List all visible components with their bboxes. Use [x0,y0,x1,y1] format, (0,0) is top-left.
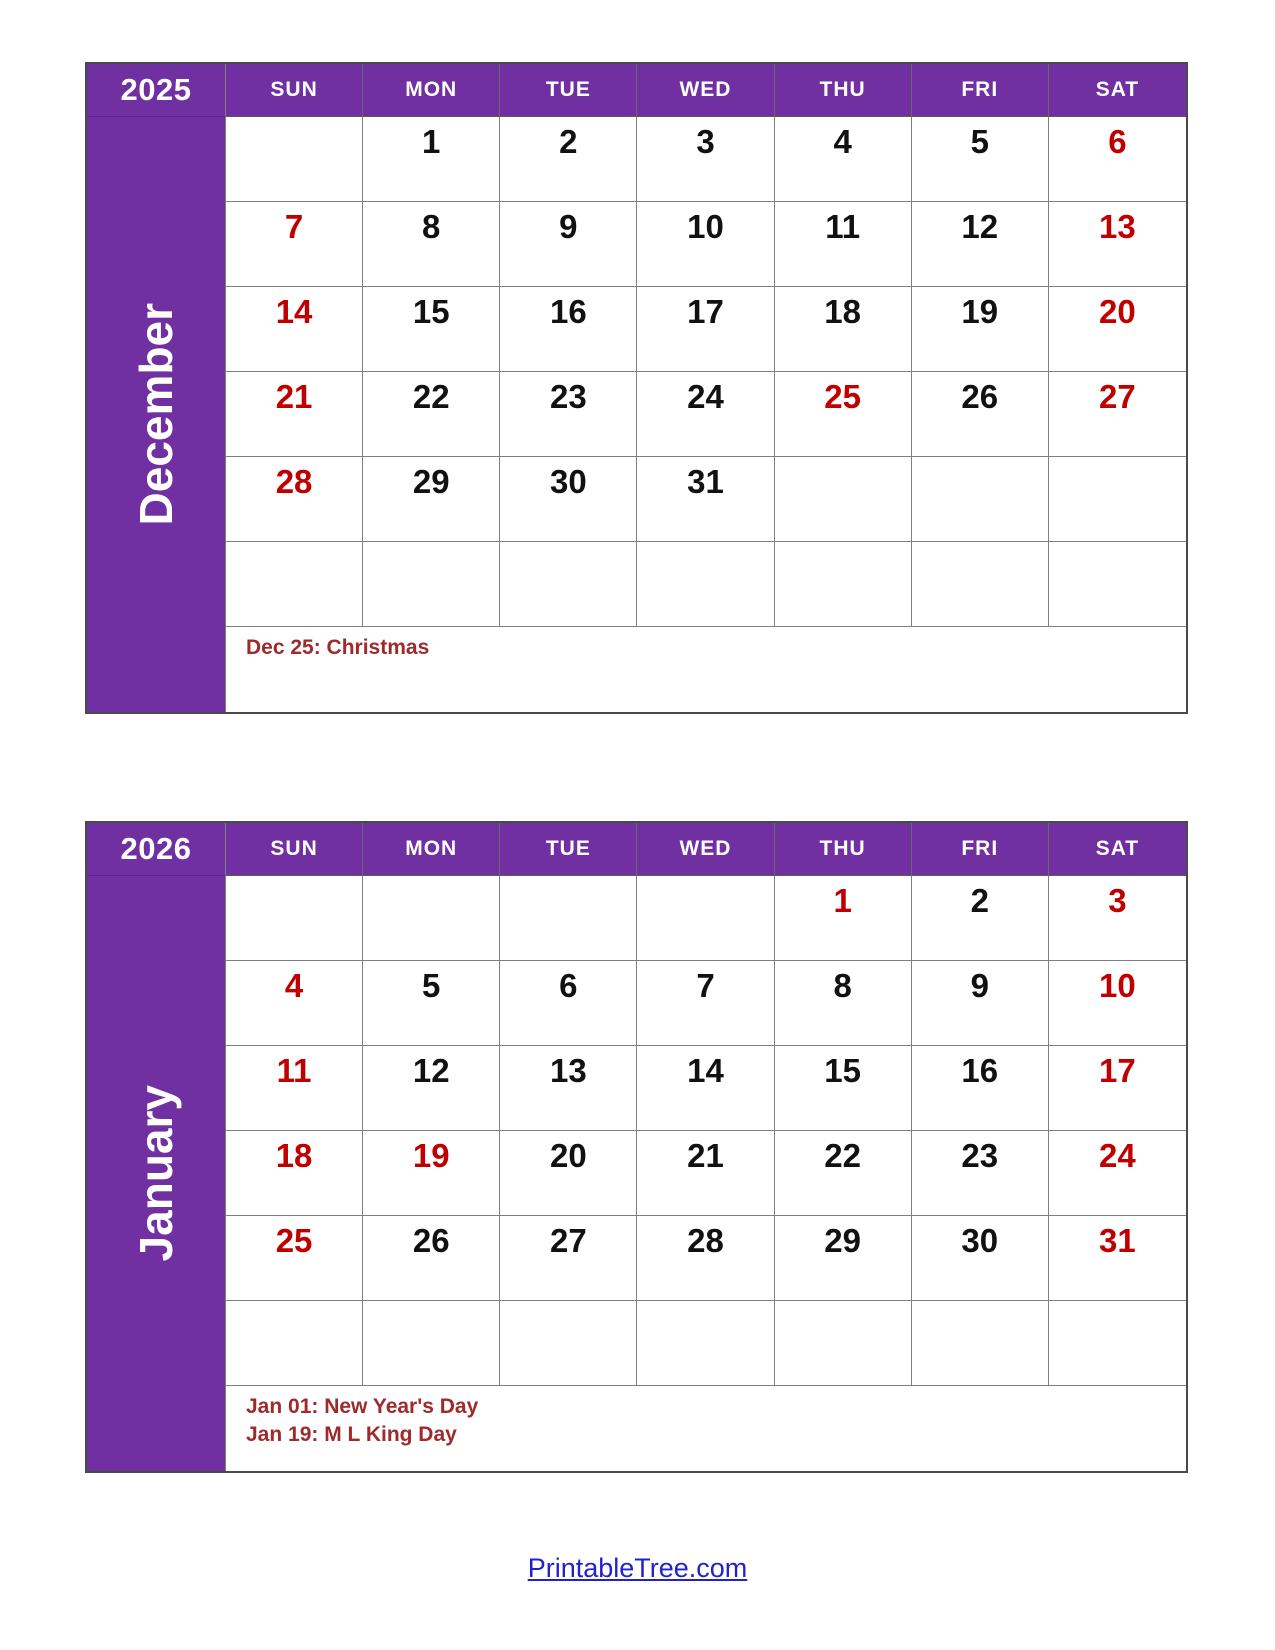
month-sidebar [87,876,226,1471]
day-cell-20: 20 [500,1131,637,1216]
holiday-notes [226,627,1186,712]
day-cell-18: 18 [775,287,912,372]
day-cell-empty [226,117,363,202]
weekday-header-sat: SAT [1049,64,1186,117]
day-cell-29: 29 [775,1216,912,1301]
day-cell-17: 17 [1049,1046,1186,1131]
day-cell-25: 25 [226,1216,363,1301]
day-cell-empty [912,1301,1049,1386]
day-cell-31: 31 [637,457,774,542]
day-cell-empty [500,1301,637,1386]
day-cell-16: 16 [912,1046,1049,1131]
day-cell-11: 11 [226,1046,363,1131]
weekday-header-thu: THU [775,823,912,876]
day-cell-27: 27 [1049,372,1186,457]
day-cell-empty [912,457,1049,542]
month-sidebar [87,117,226,712]
day-cell-13: 13 [500,1046,637,1131]
day-cell-30: 30 [912,1216,1049,1301]
calendar-month-december-2025 [85,62,1188,714]
day-cell-23: 23 [500,372,637,457]
day-cell-31: 31 [1049,1216,1186,1301]
day-cell-10: 10 [637,202,774,287]
day-cell-26: 26 [912,372,1049,457]
day-cell-empty [1049,542,1186,627]
day-cell-empty [1049,1301,1186,1386]
day-cell-empty [226,542,363,627]
calendar-month-january-2026 [85,821,1188,1473]
day-cell-empty [226,1301,363,1386]
day-cell-15: 15 [363,287,500,372]
day-cell-empty [775,457,912,542]
day-cell-12: 12 [912,202,1049,287]
day-cell-6: 6 [1049,117,1186,202]
day-cell-1: 1 [363,117,500,202]
day-cell-4: 4 [775,117,912,202]
day-cell-empty [363,876,500,961]
day-cell-8: 8 [775,961,912,1046]
weekday-header-tue: TUE [500,64,637,117]
day-cell-14: 14 [637,1046,774,1131]
day-cell-28: 28 [226,457,363,542]
day-cell-11: 11 [775,202,912,287]
day-cell-23: 23 [912,1131,1049,1216]
holiday-note-line: Dec 25: Christmas [246,636,430,659]
year-label: 2025 [87,64,226,117]
day-cell-empty [775,1301,912,1386]
day-cell-20: 20 [1049,287,1186,372]
day-cell-30: 30 [500,457,637,542]
weekday-header-wed: WED [637,64,774,117]
day-cell-10: 10 [1049,961,1186,1046]
weekday-header-fri: FRI [912,64,1049,117]
day-cell-24: 24 [637,372,774,457]
weekday-header-mon: MON [363,823,500,876]
day-cell-27: 27 [500,1216,637,1301]
day-cell-empty [363,1301,500,1386]
day-cell-19: 19 [912,287,1049,372]
day-cell-15: 15 [775,1046,912,1131]
day-cell-19: 19 [363,1131,500,1216]
printabletree-link[interactable]: PrintableTree.com [527,1553,748,1583]
day-cell-22: 22 [363,372,500,457]
day-cell-2: 2 [500,117,637,202]
day-cell-16: 16 [500,287,637,372]
day-cell-3: 3 [1049,876,1186,961]
holiday-note-line: Jan 01: New Year's Day [246,1395,479,1418]
weekday-header-fri: FRI [912,823,1049,876]
holiday-notes [226,1386,1186,1471]
year-label: 2026 [87,823,226,876]
day-cell-empty [1049,457,1186,542]
day-cell-1: 1 [775,876,912,961]
day-cell-2: 2 [912,876,1049,961]
day-cell-22: 22 [775,1131,912,1216]
day-cell-empty [500,876,637,961]
day-cell-empty [500,542,637,627]
month-name-label: December [130,303,182,526]
weekday-header-mon: MON [363,64,500,117]
weekday-header-thu: THU [775,64,912,117]
day-cell-3: 3 [637,117,774,202]
day-cell-4: 4 [226,961,363,1046]
day-cell-29: 29 [363,457,500,542]
weekday-header-wed: WED [637,823,774,876]
day-cell-5: 5 [912,117,1049,202]
day-cell-25: 25 [775,372,912,457]
day-cell-empty [226,876,363,961]
day-cell-9: 9 [912,961,1049,1046]
month-name-label: January [130,1085,182,1262]
day-cell-21: 21 [637,1131,774,1216]
day-cell-28: 28 [637,1216,774,1301]
day-cell-8: 8 [363,202,500,287]
weekday-header-sun: SUN [226,64,363,117]
day-cell-26: 26 [363,1216,500,1301]
day-cell-7: 7 [637,961,774,1046]
day-cell-7: 7 [226,202,363,287]
weekday-header-sat: SAT [1049,823,1186,876]
day-cell-empty [637,876,774,961]
page-footer [0,1553,1275,1584]
day-cell-empty [912,542,1049,627]
day-cell-17: 17 [637,287,774,372]
day-cell-14: 14 [226,287,363,372]
day-cell-21: 21 [226,372,363,457]
day-cell-24: 24 [1049,1131,1186,1216]
day-cell-18: 18 [226,1131,363,1216]
weekday-header-tue: TUE [500,823,637,876]
weekday-header-sun: SUN [226,823,363,876]
day-cell-12: 12 [363,1046,500,1131]
day-cell-empty [363,542,500,627]
day-cell-6: 6 [500,961,637,1046]
day-cell-empty [775,542,912,627]
holiday-note-line: Jan 19: M L King Day [246,1423,457,1447]
day-cell-empty [637,1301,774,1386]
day-cell-9: 9 [500,202,637,287]
day-cell-empty [637,542,774,627]
day-cell-5: 5 [363,961,500,1046]
day-cell-13: 13 [1049,202,1186,287]
